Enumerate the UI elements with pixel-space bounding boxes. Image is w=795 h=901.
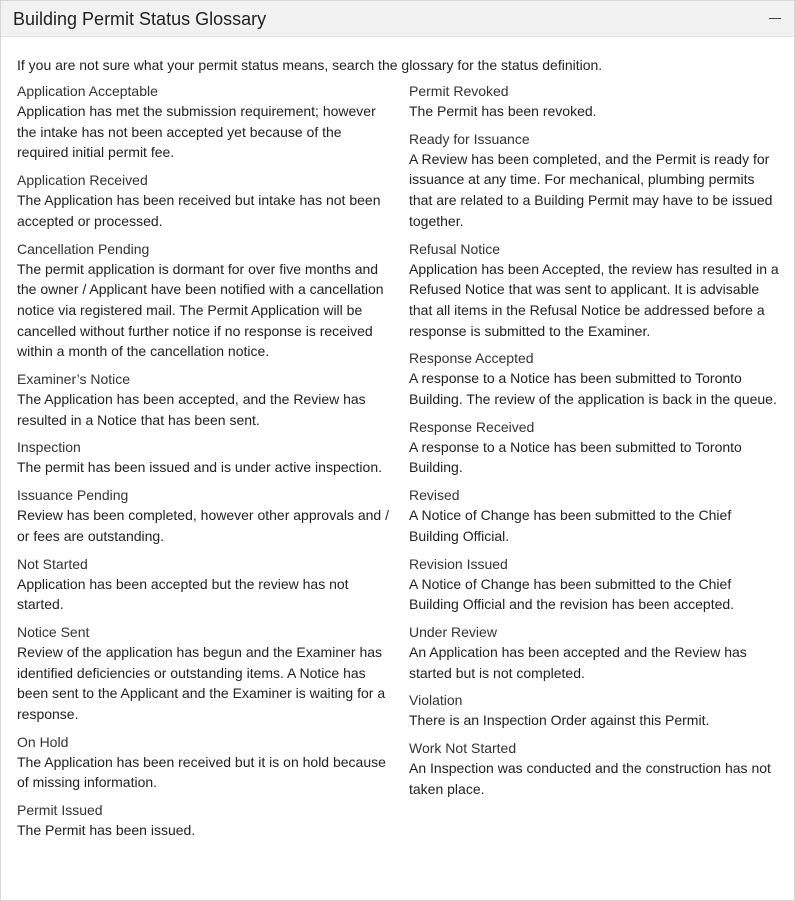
- glossary-term: Permit Issued: [17, 802, 103, 819]
- glossary-term: Not Started: [17, 555, 88, 572]
- glossary-term: Cancellation Pending: [17, 240, 150, 257]
- glossary-term: Revised: [409, 487, 460, 504]
- glossary-definition: Application has been Accepted, the review has resulted in a Refused Notice that was sent to applicant. It is advisable that all items in the Refusal Notice be addressed before a response is submitted to the Examiner.: [409, 260, 779, 339]
- glossary-entry: [17, 623, 389, 725]
- glossary-entry: [17, 801, 389, 841]
- glossary-definition: An Inspection was conducted and the construction has not taken place.: [409, 760, 771, 797]
- glossary-entry: [409, 82, 780, 122]
- glossary-definition: Application has met the submission requirement; however the intake has not been accepted yet because of the required initial permit fee.: [17, 103, 376, 161]
- glossary-entry: [17, 733, 389, 793]
- glossary-entry: [17, 486, 389, 546]
- glossary-term: Response Accepted: [409, 350, 534, 367]
- glossary-term: Revision Issued: [409, 555, 508, 572]
- glossary-definition: Review of the application has begun and the Examiner has identified deficiencies or outstanding items. A Notice has been sent to the Applicant and the Examiner is waiting for a response.: [17, 643, 386, 723]
- glossary-term: Notice Sent: [17, 623, 90, 640]
- glossary-definition: A Notice of Change has been submitted to the Chief Building Official and the revision has been accepted.: [409, 575, 735, 613]
- glossary-term: Response Received: [409, 418, 535, 435]
- glossary-entry: [409, 623, 780, 683]
- glossary-entry: [17, 438, 389, 478]
- glossary-term: On Hold: [17, 733, 69, 750]
- glossary-entry: [409, 240, 780, 342]
- glossary-definition: A response to a Notice has been submitted to Toronto Building. The review of the application is back in the queue.: [409, 370, 777, 408]
- glossary-term: Examiner’s Notice: [17, 371, 131, 388]
- glossary-definition: A Notice of Change has been submitted to the Chief Building Official.: [409, 507, 732, 544]
- glossary-entry: [409, 130, 780, 232]
- glossary-columns: [17, 82, 780, 849]
- glossary-definition: Application has been accepted but the review has not started.: [17, 575, 349, 613]
- glossary-term: Under Review: [409, 623, 497, 640]
- glossary-definition: Review has been completed, however other approvals and / or fees are outstanding.: [17, 507, 389, 544]
- glossary-definition: A response to a Notice has been submitted to Toronto Building.: [409, 438, 742, 476]
- glossary-entry: [17, 82, 389, 163]
- glossary-definition: The Application has been received but it is on hold because of missing information.: [17, 753, 386, 791]
- glossary-term: Permit Revoked: [409, 83, 509, 99]
- glossary-entry: [17, 240, 389, 363]
- glossary-definition: The Application has been received but intake has not been accepted or processed.: [17, 192, 381, 229]
- glossary-term: Inspection: [17, 439, 81, 456]
- glossary-entry: [409, 691, 780, 731]
- glossary-term: Issuance Pending: [17, 487, 129, 504]
- glossary-term: Refusal Notice: [409, 240, 501, 257]
- glossary-term: Application Received: [17, 172, 148, 189]
- intro-text: If you are not sure what your permit status means, search the glossary for the status definition.: [17, 57, 603, 73]
- glossary-entry: [409, 555, 780, 615]
- glossary-entry: [409, 418, 780, 478]
- glossary-definition: The Permit has been revoked.: [409, 103, 597, 119]
- glossary-term: Violation: [409, 692, 463, 709]
- glossary-entry: [409, 349, 780, 409]
- glossary-entry: [17, 555, 389, 615]
- glossary-definition: The Permit has been issued.: [17, 822, 196, 839]
- glossary-term: Work Not Started: [409, 740, 517, 757]
- glossary-left-column: [17, 82, 409, 849]
- panel-body: [1, 37, 794, 849]
- glossary-entry: [17, 171, 389, 231]
- glossary-right-column: [409, 82, 780, 849]
- collapse-button[interactable]: [766, 10, 784, 28]
- glossary-term: Application Acceptable: [17, 83, 158, 99]
- glossary-entry: [17, 370, 389, 430]
- glossary-entry: [409, 486, 780, 546]
- glossary-entry: [409, 739, 780, 799]
- glossary-definition: An Application has been accepted and the Review has started but is not completed.: [409, 643, 747, 681]
- glossary-definition: The permit application is dormant for over five months and the owner / Applicant have been notified with a cancellation notice via registered mail. The Permit Application will be cancelled without further notice if no response is received within a month of the cancellation notice.: [17, 260, 384, 360]
- glossary-definition: The Application has been accepted, and the Review has resulted in a Notice that has been sent.: [17, 391, 366, 428]
- panel-title: Building Permit Status Glossary: [13, 8, 267, 29]
- minus-icon: [769, 18, 781, 20]
- panel-header[interactable]: [1, 1, 794, 37]
- glossary-definition: The permit has been issued and is under active inspection.: [17, 459, 382, 476]
- glossary-definition: A Review has been completed, and the Permit is ready for issuance at any time. For mechanical, plumbing permits that are related to a Building Permit may have to be issued together.: [409, 150, 773, 229]
- glossary-term: Ready for Issuance: [409, 130, 530, 147]
- glossary-definition: There is an Inspection Order against this Permit.: [409, 712, 710, 729]
